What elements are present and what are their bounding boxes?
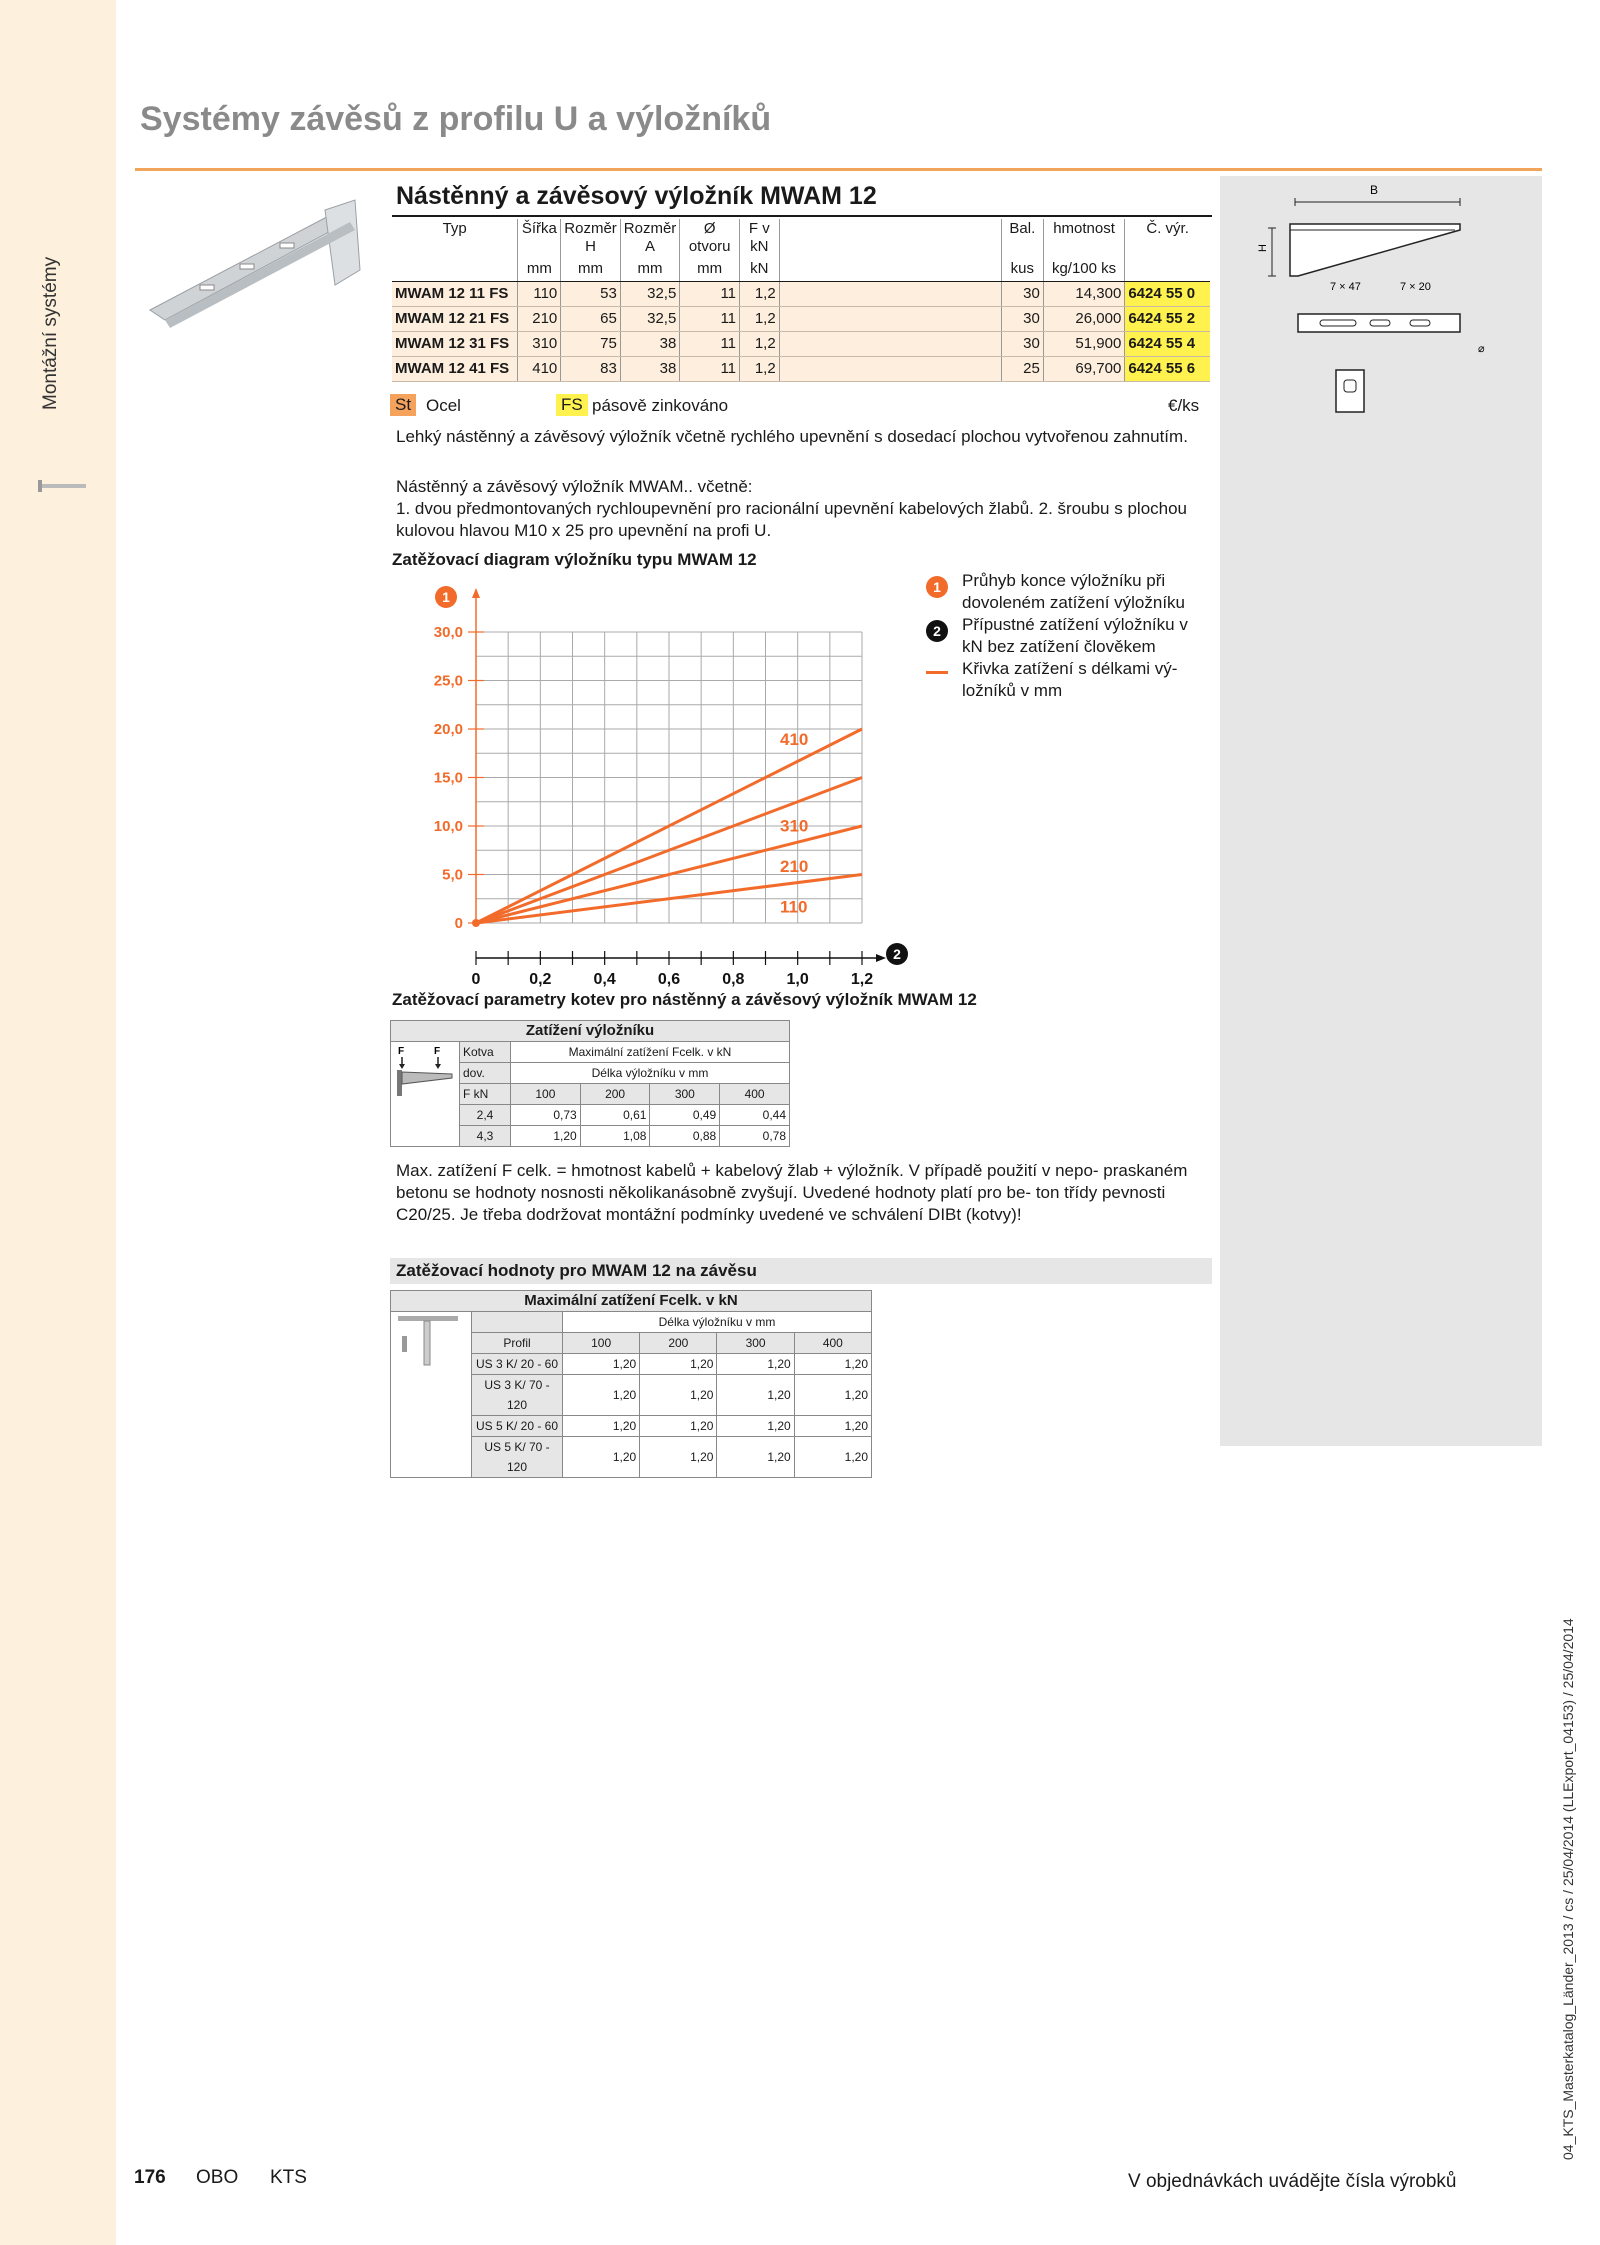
pack-cell: 30 xyxy=(1001,332,1043,357)
unit-cell xyxy=(392,257,518,282)
profil-name: US 3 K/ 70 - 120 xyxy=(472,1375,563,1416)
x-axis-arrow xyxy=(876,954,886,962)
mass-cell: 69,700 xyxy=(1043,357,1125,382)
pack-cell: 25 xyxy=(1001,357,1043,382)
y-tick-label: 30,0 xyxy=(433,624,463,641)
width-cell: 210 xyxy=(518,307,561,332)
length-header: 300 xyxy=(650,1084,720,1105)
legend-line-icon xyxy=(926,671,948,674)
diagram-title: Zatěžovací diagram výložníku typu MWAM 12 xyxy=(392,550,757,569)
footer-order-note: V objednávkách uvádějte čísla výrobků xyxy=(1128,2171,1457,2192)
finish-label: pásově zinkováno xyxy=(592,396,729,415)
legend-marker-2-icon: 2 xyxy=(926,620,948,642)
spec-row xyxy=(392,282,1210,307)
anchor-value: 0,44 xyxy=(720,1105,790,1126)
suspend-value: 1,20 xyxy=(794,1416,871,1437)
spacer-cell xyxy=(779,357,1001,382)
col-header xyxy=(779,219,1001,257)
print-meta: 04_KTS_Masterkatalog_Länder_2013 / cs / 25/04/2014 (LLExport_04153) / 25/04/2014 xyxy=(1560,1618,1576,2160)
width-cell: 110 xyxy=(518,282,561,307)
profil-name: US 5 K/ 20 - 60 xyxy=(472,1416,563,1437)
suspend-value: 1,20 xyxy=(794,1437,871,1478)
unit-cell: mm xyxy=(561,257,621,282)
force-cell: 1,2 xyxy=(740,307,780,332)
hole-1-label: 7 × 47 xyxy=(1330,281,1361,293)
length-label: Délka výložníku v mm xyxy=(563,1312,872,1333)
article-number[interactable]: 6424 55 6 xyxy=(1125,357,1210,382)
suspend-value: 1,20 xyxy=(794,1354,871,1375)
col-header: Rozměr A xyxy=(620,219,680,257)
spec-table xyxy=(392,219,1210,382)
mass-cell: 14,300 xyxy=(1043,282,1125,307)
suspend-value: 1,20 xyxy=(640,1437,717,1478)
title-rule xyxy=(135,168,1542,171)
chart-ticks xyxy=(434,624,873,988)
unit-cell: kg/100 ks xyxy=(1043,257,1125,282)
spec-row xyxy=(392,357,1210,382)
suspend-value: 1,20 xyxy=(794,1375,871,1416)
type-cell: MWAM 12 11 FS xyxy=(392,282,518,307)
type-cell: MWAM 12 21 FS xyxy=(392,307,518,332)
anchor-value: 0,78 xyxy=(720,1126,790,1147)
y-tick-label: 5,0 xyxy=(442,866,463,884)
spec-row xyxy=(392,332,1210,357)
hole-cell: 11 xyxy=(680,332,740,357)
x-tick-label: 1,2 xyxy=(850,971,874,988)
unit-cell: kN xyxy=(740,257,780,282)
length-header: 400 xyxy=(794,1333,871,1354)
col-header: Bal. xyxy=(1001,219,1043,257)
unit-cell: mm xyxy=(620,257,680,282)
spacer-cell xyxy=(779,282,1001,307)
material-badge-fs: FS xyxy=(556,394,588,416)
page-number: 176 xyxy=(134,2167,166,2188)
length-header: 200 xyxy=(580,1084,650,1105)
anchor-value: 0,61 xyxy=(580,1105,650,1126)
spec-unit-row xyxy=(392,257,1210,282)
col-header: Rozměr H xyxy=(561,219,621,257)
description-paragraph: Nástěnný a závěsový výložník MWAM.. včetně: xyxy=(396,477,753,496)
h-cell: 53 xyxy=(561,282,621,307)
col-header: Ø otvoru xyxy=(680,219,740,257)
technical-drawing xyxy=(1250,180,1510,440)
legend-text-2: Přípustné zatížení výložníku v kN bez zatížení člověkem xyxy=(962,615,1188,656)
h-cell: 83 xyxy=(561,357,621,382)
type-cell: MWAM 12 41 FS xyxy=(392,357,518,382)
hole-cell: 11 xyxy=(680,357,740,382)
kotva-label: Kotva xyxy=(460,1042,511,1063)
hole-cell: 11 xyxy=(680,307,740,332)
y-tick-label: 10,0 xyxy=(433,818,463,835)
anchor-value: 0,73 xyxy=(511,1105,581,1126)
type-cell: MWAM 12 31 FS xyxy=(392,332,518,357)
profil-spacer xyxy=(472,1312,563,1333)
chart-marker-1 xyxy=(435,586,457,608)
a-cell: 32,5 xyxy=(620,307,680,332)
suspend-value: 1,20 xyxy=(563,1416,640,1437)
y-tick-label: 15,0 xyxy=(433,769,463,787)
unit-cell: mm xyxy=(518,257,561,282)
article-number[interactable]: 6424 55 2 xyxy=(1125,307,1210,332)
anchor-value: 1,08 xyxy=(580,1126,650,1147)
suspension-icon xyxy=(394,1312,468,1372)
profil-label: Profil xyxy=(472,1333,563,1354)
force-cell: 1,2 xyxy=(740,332,780,357)
anchor-value: 0,88 xyxy=(650,1126,720,1147)
suspend-value: 1,20 xyxy=(563,1437,640,1478)
price-unit: €/ks xyxy=(1168,396,1200,415)
article-number[interactable]: 6424 55 4 xyxy=(1125,332,1210,357)
slot-holes xyxy=(1320,320,1430,326)
load-chart xyxy=(380,570,940,990)
suspend-table-title: Zatěžovací hodnoty pro MWAM 12 na závěsu xyxy=(396,1261,757,1280)
chart-marker-2 xyxy=(886,943,908,965)
chart-series xyxy=(472,729,862,927)
suspend-table-head: Maximální zatížení Fcelk. v kN xyxy=(391,1291,872,1312)
legend-text-1: Průhyb konce výložníku při dovoleném zatížení výložníku xyxy=(962,571,1186,612)
chart-origin-point xyxy=(472,919,480,927)
suspend-value: 1,20 xyxy=(717,1354,794,1375)
suspension-diagram xyxy=(391,1312,472,1478)
material-steel-label: Ocel xyxy=(426,396,461,415)
col-header: Č. výr. xyxy=(1125,219,1210,257)
pack-cell: 30 xyxy=(1001,307,1043,332)
anchor-table-title: Zatěžovací parametry kotev pro nástěnný a závěsový výložník MWAM 12 xyxy=(392,990,977,1009)
series-label: 110 xyxy=(780,897,808,917)
anchor-force: 4,3 xyxy=(460,1126,511,1147)
spacer-cell xyxy=(779,307,1001,332)
force-cell: 1,2 xyxy=(740,357,780,382)
y-tick-label: 25,0 xyxy=(433,672,463,690)
col-header: Typ xyxy=(442,220,467,237)
hole-cell: 11 xyxy=(680,282,740,307)
x-tick-label: 0,6 xyxy=(657,971,681,988)
spec-header-row xyxy=(392,219,1210,257)
unit-cell: mm xyxy=(680,257,740,282)
suspend-value: 1,20 xyxy=(717,1437,794,1478)
length-header: 300 xyxy=(717,1333,794,1354)
description-paragraph: Lehký nástěnný a závěsový výložník včetně rychlého upevnění s dosedací plochou vytvořenou zahnutím. xyxy=(396,427,1188,446)
chart-grid xyxy=(476,632,862,923)
suspend-value: 1,20 xyxy=(640,1375,717,1416)
a-cell: 32,5 xyxy=(620,282,680,307)
phi-label: ⌀ xyxy=(1478,343,1485,355)
y-axis-arrow xyxy=(472,588,480,598)
anchor-table-head: Zatížení výložníku xyxy=(391,1021,790,1042)
series-label: 210 xyxy=(780,857,809,876)
mass-cell: 51,900 xyxy=(1043,332,1125,357)
h-cell: 65 xyxy=(561,307,621,332)
article-number[interactable]: 6424 55 0 xyxy=(1125,282,1210,307)
x-tick-label: 0 xyxy=(471,971,481,988)
force-label: F xyxy=(434,1046,441,1057)
max-load-label: Maximální zatížení Fcelk. v kN xyxy=(511,1042,790,1063)
suspend-value: 1,20 xyxy=(717,1375,794,1416)
length-label: Délka výložníku v mm xyxy=(511,1063,790,1084)
x-tick-label: 0,8 xyxy=(722,971,745,988)
width-cell: 410 xyxy=(518,357,561,382)
description-paragraph: 1. dvou předmontovaných rychloupevnění pro racionální upevnění kabelových žlabů. 2. šroubu s plochou kulovou hlavou M10 x 25 pro upevnění na profi U. xyxy=(396,499,1188,540)
col-header: hmotnost xyxy=(1043,219,1125,257)
side-section-label: Montážní systémy xyxy=(40,256,61,410)
y-tick-label: 0 xyxy=(454,915,463,932)
chart-axes xyxy=(472,588,886,962)
anchor-force: 2,4 xyxy=(460,1105,511,1126)
section-thumbnail-icon xyxy=(36,478,88,494)
page-title: Systémy závěsů z profilu U a výložníků xyxy=(140,100,772,138)
anchor-value: 1,20 xyxy=(511,1126,581,1147)
mass-cell: 26,000 xyxy=(1043,307,1125,332)
width-cell: 310 xyxy=(518,332,561,357)
force-cell: 1,2 xyxy=(740,282,780,307)
material-badge-st: St xyxy=(390,394,416,416)
spec-row xyxy=(392,307,1210,332)
length-header: 100 xyxy=(563,1333,640,1354)
x-tick-label: 0,4 xyxy=(593,971,616,988)
marker-1-label: 1 xyxy=(442,589,450,605)
length-header: 200 xyxy=(640,1333,717,1354)
product-photo xyxy=(140,190,370,340)
load-note: Max. zatížení F celk. = hmotnost kabelů + kabelový žlab + výložník. V případě použití v nepo- praskaném betonu se hodnoty nosnosti několikanásobně zvyšují. Uvedené hodnoty platí pro be- ton třídy pevnosti C20/25. Je třeba dodržovat montážní podmínky uvedené ve schválení DIBt (kotvy)! xyxy=(396,1161,1188,1224)
suspend-value: 1,20 xyxy=(640,1354,717,1375)
pack-cell: 30 xyxy=(1001,282,1043,307)
suspend-value: 1,20 xyxy=(717,1416,794,1437)
h-cell: 75 xyxy=(561,332,621,357)
bracket-load-diagram xyxy=(391,1042,460,1147)
hole-2-label: 7 × 20 xyxy=(1400,281,1431,293)
col-header: Šířka xyxy=(518,219,561,257)
series-label: 410 xyxy=(780,730,809,749)
spacer-cell xyxy=(779,332,1001,357)
dim-b-label: B xyxy=(1370,183,1379,197)
unit-cell: kus xyxy=(1001,257,1043,282)
suspend-value: 1,20 xyxy=(640,1416,717,1437)
section-title: Nástěnný a závěsový výložník MWAM 12 xyxy=(396,182,877,210)
profil-name: US 3 K/ 20 - 60 xyxy=(472,1354,563,1375)
series-label: 310 xyxy=(780,816,809,836)
footer-brand: OBO xyxy=(196,2167,239,2188)
dim-h-label: H xyxy=(1257,244,1269,252)
section-underline xyxy=(392,215,1212,217)
col-header: F v kN xyxy=(740,219,780,257)
marker-2-label: 2 xyxy=(893,946,901,962)
suspend-value: 1,20 xyxy=(563,1375,640,1416)
unit-cell xyxy=(1125,257,1210,282)
bracket-load-icon xyxy=(394,1042,456,1112)
x-tick-label: 1,0 xyxy=(786,971,809,988)
length-header: 100 xyxy=(511,1084,581,1105)
anchor-value: 0,49 xyxy=(650,1105,720,1126)
y-tick-label: 20,0 xyxy=(433,721,463,738)
legend-marker-1-icon: 1 xyxy=(926,576,948,598)
footer-section: KTS xyxy=(270,2167,307,2188)
suspend-table xyxy=(390,1290,872,1478)
dov-label: dov. xyxy=(460,1063,511,1084)
force-label: F xyxy=(398,1046,405,1057)
profil-name: US 5 K/ 70 - 120 xyxy=(472,1437,563,1478)
unit-cell xyxy=(779,257,1001,282)
length-header: 400 xyxy=(720,1084,790,1105)
anchor-table xyxy=(390,1020,790,1147)
fkn-label: F kN xyxy=(460,1084,511,1105)
legend-text-3: Křivka zatížení s délkami vý- ložníků v mm xyxy=(962,659,1178,700)
a-cell: 38 xyxy=(620,332,680,357)
suspend-value: 1,20 xyxy=(563,1354,640,1375)
x-tick-label: 0,2 xyxy=(529,971,552,988)
a-cell: 38 xyxy=(620,357,680,382)
